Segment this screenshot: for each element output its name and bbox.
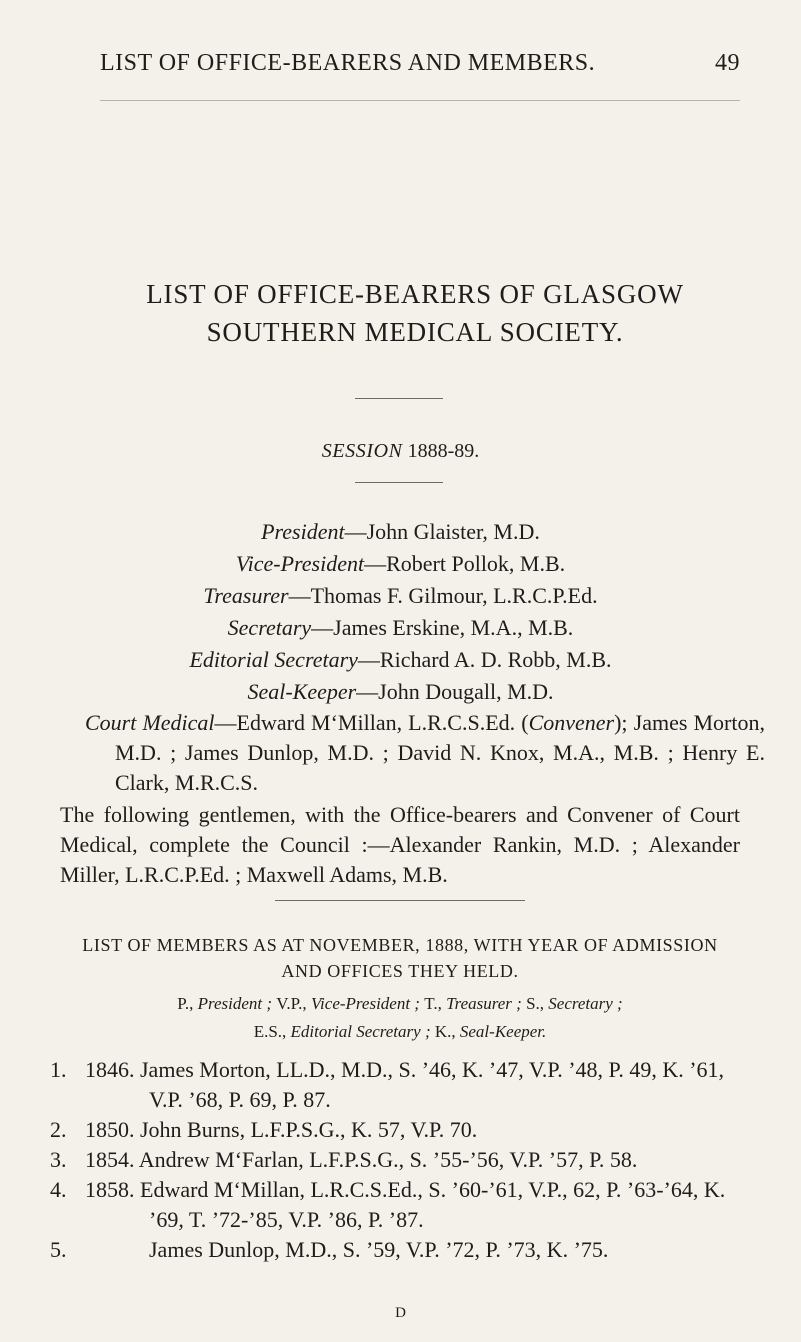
role-label: Vice-President xyxy=(235,551,365,576)
session-years: 1888-89. xyxy=(407,440,480,462)
running-title: LIST OF OFFICE-BEARERS AND MEMBERS. xyxy=(100,50,596,76)
abbr-code: E.S., xyxy=(253,1022,291,1041)
title-line-2: SOUTHERN MEDICAL SOCIETY. xyxy=(206,317,624,347)
page-title xyxy=(70,275,760,351)
abbr-code: V.P., xyxy=(276,994,311,1013)
role-label: Seal-Keeper xyxy=(247,679,357,704)
role-holder: —John Dougall, M.D. xyxy=(356,679,554,704)
council-paragraph: The following gentlemen, with the Office-bearers and Convener of Court Medical, complete the Council :—Alexander Rankin, M.D. ; Alexander Miller, L.R.C.P.Ed. ; Maxwell Adams, M.B. xyxy=(60,802,740,887)
member-entry: 1854. Andrew M‘Farlan, L.F.P.S.G., S. ’55-’56, V.P. ’57, P. 58. xyxy=(85,1147,638,1172)
abbr-meaning: Secretary ; xyxy=(548,994,623,1013)
header-rule xyxy=(100,100,740,101)
role-label: Secretary xyxy=(227,615,312,640)
abbr-meaning: Treasurer ; xyxy=(446,994,527,1013)
abbr-meaning: Vice-President ; xyxy=(310,994,425,1013)
court-medical-text-2: ); James Morton, M.D. ; James Dunlop, M.D. ; David N. Knox, M.A., M.B. ; Henry E. Clark, M.R.C.S. xyxy=(115,710,765,795)
list-item xyxy=(50,1115,750,1145)
convener-label: Convener xyxy=(528,710,615,735)
office-editorial-secretary xyxy=(0,646,801,674)
member-entry: 1858. Edward M‘Millan, L.R.C.S.Ed., S. ’60-’61, V.P., 62, P. ’63-’64, K. ’69, T. ’72-’85, V.P. ’86, P. ’87. xyxy=(85,1177,726,1232)
court-medical-role: Court Medical xyxy=(85,710,215,735)
court-medical-paragraph xyxy=(85,708,765,798)
title-line-1: LIST OF OFFICE-BEARERS OF GLASGOW xyxy=(146,279,684,309)
role-holder: —Robert Pollok, M.B. xyxy=(364,551,566,576)
role-holder: —James Erskine, M.A., M.B. xyxy=(311,615,574,640)
session-divider xyxy=(355,482,443,483)
abbr-meaning: President ; xyxy=(197,994,277,1013)
court-medical-text-1: —Edward M‘Millan, L.R.C.S.Ed. ( xyxy=(214,710,529,735)
session-line xyxy=(0,440,801,463)
signature-mark: D xyxy=(395,1305,406,1321)
page-number: 49 xyxy=(715,50,740,76)
member-entry: James Dunlop, M.D., S. ’59, V.P. ’72, P. ’73, K. ’75. xyxy=(149,1237,609,1262)
role-label: Editorial Secretary xyxy=(189,647,358,672)
office-vice-president xyxy=(0,550,801,578)
role-holder: —Richard A. D. Robb, M.B. xyxy=(357,647,612,672)
abbr-code: S., xyxy=(526,994,549,1013)
list-item xyxy=(50,1145,750,1175)
abbr-code: P., xyxy=(177,994,198,1013)
member-entry: 1850. John Burns, L.F.P.S.G., K. 57, V.P. 70. xyxy=(85,1117,478,1142)
role-label: President xyxy=(261,519,345,544)
section-divider xyxy=(275,900,525,901)
members-list xyxy=(50,1055,750,1265)
member-entry: 1846. James Morton, LL.D., M.D., S. ’46, K. ’47, V.P. ’48, P. 49, K. ’61, V.P. ’68, P. 69, P. 87. xyxy=(85,1057,725,1112)
member-number: 2. xyxy=(50,1117,67,1142)
abbreviations-key xyxy=(60,990,740,1046)
abbr-meaning: Seal-Keeper. xyxy=(459,1022,547,1041)
member-number: 5. xyxy=(50,1237,67,1262)
member-number: 1. xyxy=(50,1057,67,1082)
session-label: SESSION xyxy=(321,440,403,462)
abbr-code: K., xyxy=(434,1022,460,1041)
office-secretary xyxy=(0,614,801,642)
list-item xyxy=(50,1235,750,1265)
office-president xyxy=(0,518,801,546)
role-holder: —Thomas F. Gilmour, L.R.C.P.Ed. xyxy=(288,583,598,608)
list-item xyxy=(50,1055,750,1115)
member-number: 4. xyxy=(50,1177,67,1202)
title-divider xyxy=(355,398,443,399)
abbr-code: T., xyxy=(424,994,447,1013)
role-label: Treasurer xyxy=(203,583,289,608)
office-treasurer xyxy=(0,582,801,610)
member-number: 3. xyxy=(50,1147,67,1172)
members-section-title: LIST OF MEMBERS AS AT NOVEMBER, 1888, WITH YEAR OF ADMISSION AND OFFICES THEY HELD. xyxy=(82,935,718,981)
role-holder: —John Glaister, M.D. xyxy=(344,519,540,544)
list-item xyxy=(50,1175,750,1235)
office-seal-keeper xyxy=(0,678,801,706)
abbr-meaning: Editorial Secretary ; xyxy=(290,1022,435,1041)
